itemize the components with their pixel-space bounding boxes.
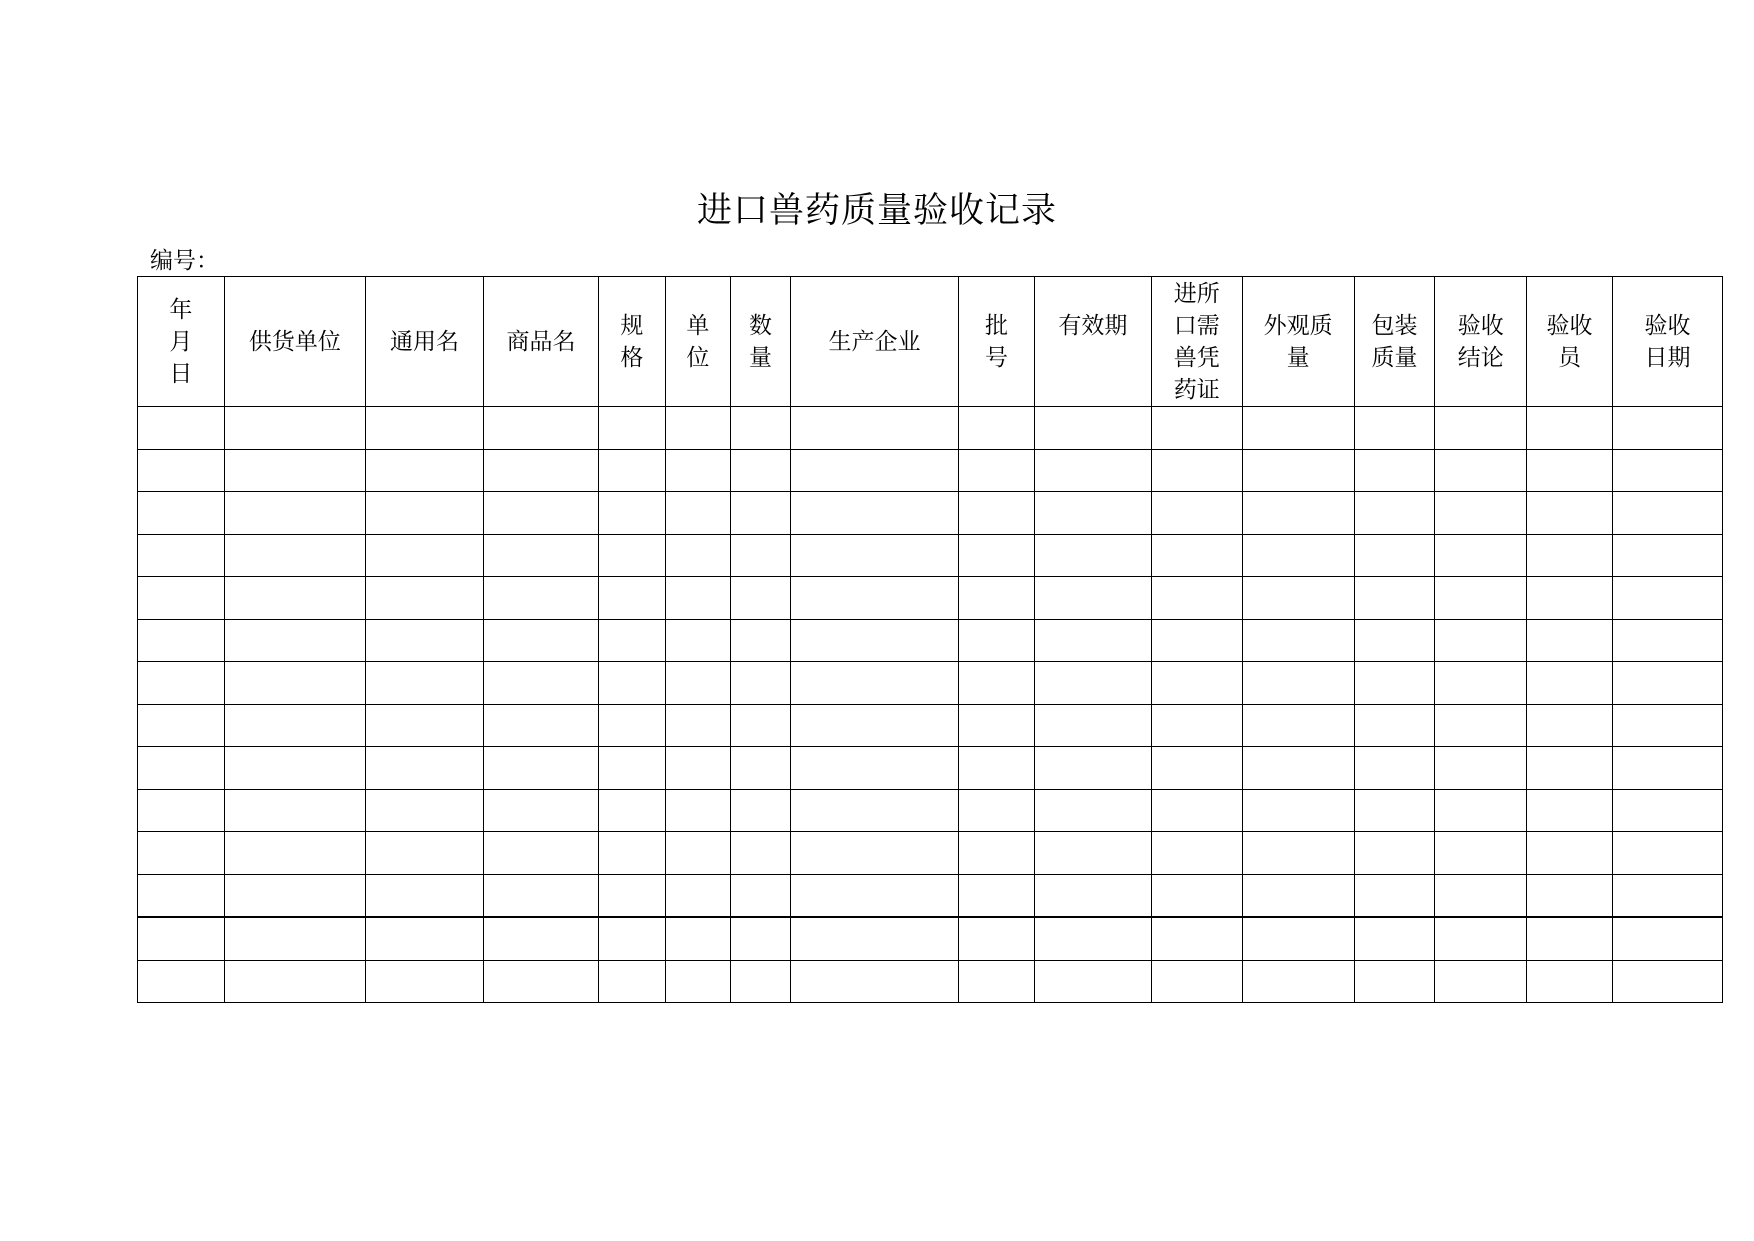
header-specification: 规 格 [599,277,666,407]
table-cell[interactable] [731,874,791,917]
table-cell[interactable] [366,789,484,832]
table-cell[interactable] [1034,789,1151,832]
table-cell[interactable] [1435,619,1527,662]
document-title: 进口兽药质量验收记录 [696,191,1057,231]
table-cell[interactable] [138,789,225,832]
table-cell[interactable] [1354,662,1435,705]
table-cell[interactable] [790,619,958,662]
table-cell[interactable] [790,874,958,917]
inspection-record-table [137,276,1723,1003]
header-batch-number: 批 号 [959,277,1035,407]
table-cell[interactable] [790,704,958,747]
table-cell[interactable] [1527,747,1613,790]
table-row [138,662,1723,705]
header-expiry: 有效期 [1034,277,1151,407]
table-cell[interactable] [484,960,599,1003]
table-cell[interactable] [484,874,599,917]
table-cell[interactable] [959,534,1035,577]
table-cell[interactable] [665,832,731,875]
table-cell[interactable] [665,960,731,1003]
table-cell[interactable] [1527,917,1613,960]
table-cell[interactable] [1612,789,1722,832]
table-cell[interactable] [1151,534,1242,577]
table-cell[interactable] [1612,492,1722,535]
table-cell[interactable] [731,407,791,450]
table-cell[interactable] [599,917,666,960]
table-cell[interactable] [1354,619,1435,662]
table-cell[interactable] [484,407,599,450]
table-cell[interactable] [138,917,225,960]
table-cell[interactable] [1354,874,1435,917]
table-cell[interactable] [1151,407,1242,450]
table-cell[interactable] [1612,917,1722,960]
table-cell[interactable] [1435,534,1527,577]
table-cell[interactable] [138,662,225,705]
table-cell[interactable] [665,492,731,535]
table-cell[interactable] [1242,917,1354,960]
table-cell[interactable] [731,492,791,535]
table-cell[interactable] [484,789,599,832]
table-cell[interactable] [1034,534,1151,577]
table-cell[interactable] [959,789,1035,832]
table-cell[interactable] [1034,577,1151,620]
table-cell[interactable] [224,874,365,917]
header-packaging-quality: 包装 质量 [1354,277,1435,407]
table-cell[interactable] [790,662,958,705]
table-cell[interactable] [959,874,1035,917]
table-cell[interactable] [1612,534,1722,577]
table-cell[interactable] [224,534,365,577]
table-cell[interactable] [665,917,731,960]
table-cell[interactable] [484,492,599,535]
table-cell[interactable] [1354,577,1435,620]
table-cell[interactable] [790,492,958,535]
table-cell[interactable] [959,662,1035,705]
table-cell[interactable] [1435,960,1527,1003]
table-cell[interactable] [1034,619,1151,662]
table-cell[interactable] [484,832,599,875]
table-cell[interactable] [1354,789,1435,832]
table-cell[interactable] [484,704,599,747]
table-cell[interactable] [366,662,484,705]
table-cell[interactable] [665,704,731,747]
table-cell[interactable] [224,704,365,747]
table-row [138,874,1723,917]
table-cell[interactable] [138,747,225,790]
table-cell[interactable] [959,960,1035,1003]
table-cell[interactable] [665,534,731,577]
table-cell[interactable] [959,492,1035,535]
table-cell[interactable] [484,747,599,790]
table-row [138,449,1723,492]
table-cell[interactable] [1242,832,1354,875]
table-cell[interactable] [599,960,666,1003]
table-cell[interactable] [1612,449,1722,492]
header-manufacturer: 生产企业 [790,277,958,407]
table-cell[interactable] [599,832,666,875]
table-cell[interactable] [665,407,731,450]
table-cell[interactable] [1034,492,1151,535]
table-cell[interactable] [790,917,958,960]
table-cell[interactable] [790,747,958,790]
table-row [138,619,1723,662]
table-row [138,534,1723,577]
table-cell[interactable] [1612,662,1722,705]
header-quantity: 数 量 [731,277,791,407]
table-cell[interactable] [366,449,484,492]
table-cell[interactable] [1242,747,1354,790]
table-row [138,917,1723,960]
table-cell[interactable] [790,789,958,832]
table-cell[interactable] [1527,960,1613,1003]
table-cell[interactable] [484,534,599,577]
header-inspection-conclusion: 验收 结论 [1435,277,1527,407]
table-cell[interactable] [224,662,365,705]
table-cell[interactable] [959,619,1035,662]
table-cell[interactable] [1435,492,1527,535]
table-cell[interactable] [731,917,791,960]
table-cell[interactable] [1527,704,1613,747]
table-row [138,407,1723,450]
table-cell[interactable] [1435,747,1527,790]
table-cell[interactable] [138,577,225,620]
table-cell[interactable] [1354,704,1435,747]
table-cell[interactable] [1435,917,1527,960]
table-cell[interactable] [1354,534,1435,577]
table-cell[interactable] [138,704,225,747]
table-cell[interactable] [1151,789,1242,832]
table-cell[interactable] [1242,874,1354,917]
table-cell[interactable] [599,407,666,450]
table-cell[interactable] [599,534,666,577]
table-cell[interactable] [224,747,365,790]
table-cell[interactable] [484,662,599,705]
table-cell[interactable] [1151,577,1242,620]
table-cell[interactable] [1435,832,1527,875]
table-cell[interactable] [1527,577,1613,620]
table-cell[interactable] [599,874,666,917]
header-inspector: 验收 员 [1527,277,1613,407]
table-cell[interactable] [599,577,666,620]
table-cell[interactable] [731,662,791,705]
table-cell[interactable] [790,577,958,620]
table-cell[interactable] [1151,449,1242,492]
table-cell[interactable] [138,960,225,1003]
table-cell[interactable] [138,832,225,875]
table-cell[interactable] [1151,917,1242,960]
table-cell[interactable] [790,832,958,875]
table-cell[interactable] [224,960,365,1003]
table-cell[interactable] [731,577,791,620]
table-cell[interactable] [1435,577,1527,620]
table-cell[interactable] [1151,960,1242,1003]
table-cell[interactable] [1242,619,1354,662]
table-cell[interactable] [665,662,731,705]
table-cell[interactable] [1034,874,1151,917]
table-cell[interactable] [138,534,225,577]
table-cell[interactable] [1151,662,1242,705]
table-cell[interactable] [138,619,225,662]
table-cell[interactable] [224,407,365,450]
table-cell[interactable] [366,619,484,662]
table-cell[interactable] [366,832,484,875]
table-cell[interactable] [484,619,599,662]
header-unit: 单 位 [665,277,731,407]
table-cell[interactable] [1354,917,1435,960]
header-inspection-date: 验收 日期 [1612,277,1722,407]
table-cell[interactable] [1435,407,1527,450]
header-generic-name: 通用名 [366,277,484,407]
table-cell[interactable] [790,407,958,450]
table-cell[interactable] [1354,407,1435,450]
table-cell[interactable] [731,960,791,1003]
header-trade-name: 商品名 [484,277,599,407]
table-cell[interactable] [665,789,731,832]
table-cell[interactable] [1034,832,1151,875]
table-cell[interactable] [366,492,484,535]
table-cell[interactable] [138,449,225,492]
table-cell[interactable] [1612,577,1722,620]
table-cell[interactable] [731,789,791,832]
table-cell[interactable] [366,917,484,960]
table-row [138,789,1723,832]
table-cell[interactable] [224,492,365,535]
table-cell[interactable] [484,917,599,960]
table-cell[interactable] [959,449,1035,492]
table-cell[interactable] [731,619,791,662]
table-cell[interactable] [1242,789,1354,832]
table-cell[interactable] [665,747,731,790]
table-cell[interactable] [1527,662,1613,705]
table-cell[interactable] [1242,449,1354,492]
header-import-certificate: 进所 口需 兽凭 药证 [1151,277,1242,407]
table-cell[interactable] [1034,704,1151,747]
table-cell[interactable] [224,449,365,492]
table-cell[interactable] [665,619,731,662]
table-cell[interactable] [731,747,791,790]
table-cell[interactable] [959,917,1035,960]
table-cell[interactable] [1612,704,1722,747]
table-cell[interactable] [1527,789,1613,832]
table-cell[interactable] [1151,704,1242,747]
table-cell[interactable] [1242,407,1354,450]
table-cell[interactable] [1151,747,1242,790]
table-cell[interactable] [1034,407,1151,450]
table-cell[interactable] [790,534,958,577]
table-cell[interactable] [599,747,666,790]
table-cell[interactable] [1151,619,1242,662]
table-cell[interactable] [366,407,484,450]
table-cell[interactable] [790,960,958,1003]
table-row [138,960,1723,1003]
table-cell[interactable] [1242,704,1354,747]
table-cell[interactable] [599,789,666,832]
table-cell[interactable] [138,874,225,917]
table-cell[interactable] [366,747,484,790]
table-cell[interactable] [1034,960,1151,1003]
table-cell[interactable] [484,577,599,620]
table-cell[interactable] [959,407,1035,450]
table-cell[interactable] [599,449,666,492]
table-cell[interactable] [1612,619,1722,662]
table-cell[interactable] [1527,832,1613,875]
table-cell[interactable] [790,449,958,492]
table-cell[interactable] [1242,662,1354,705]
table-cell[interactable] [665,577,731,620]
table-cell[interactable] [959,704,1035,747]
table-row [138,492,1723,535]
table-cell[interactable] [366,874,484,917]
table-cell[interactable] [1034,662,1151,705]
table-cell[interactable] [1151,832,1242,875]
table-cell[interactable] [484,449,599,492]
table-cell[interactable] [1151,874,1242,917]
table-row [138,577,1723,620]
table-cell[interactable] [1435,449,1527,492]
table-cell[interactable] [224,619,365,662]
table-cell[interactable] [1242,492,1354,535]
table-cell[interactable] [665,874,731,917]
header-supplier: 供货单位 [224,277,365,407]
table-cell[interactable] [1527,449,1613,492]
table-cell[interactable] [1612,832,1722,875]
table-cell[interactable] [1435,662,1527,705]
table-cell[interactable] [1354,492,1435,535]
table-cell[interactable] [731,449,791,492]
table-row [138,832,1723,875]
table-cell[interactable] [1527,619,1613,662]
table-cell[interactable] [959,577,1035,620]
header-date: 年 月 日 [138,277,225,407]
table-cell[interactable] [138,492,225,535]
table-row [138,747,1723,790]
table-cell[interactable] [1527,492,1613,535]
table-cell[interactable] [1435,789,1527,832]
table-cell[interactable] [1034,747,1151,790]
header-appearance-quality: 外观质 量 [1242,277,1354,407]
table-cell[interactable] [731,704,791,747]
table-cell[interactable] [366,577,484,620]
table-row [138,704,1723,747]
table-cell[interactable] [224,832,365,875]
table-cell[interactable] [1354,747,1435,790]
table-cell[interactable] [599,492,666,535]
table-cell[interactable] [665,449,731,492]
table-cell[interactable] [959,832,1035,875]
table-cell[interactable] [1354,449,1435,492]
table-cell[interactable] [599,662,666,705]
record-number-label: 编号： [150,248,219,274]
table-cell[interactable] [1527,407,1613,450]
table-cell[interactable] [599,704,666,747]
table-header-row [138,277,1723,407]
table-cell[interactable] [1034,917,1151,960]
table-cell[interactable] [224,917,365,960]
table-cell[interactable] [1612,747,1722,790]
table-cell[interactable] [1527,534,1613,577]
table-cell[interactable] [1435,704,1527,747]
table-cell[interactable] [1354,832,1435,875]
table-cell[interactable] [1612,874,1722,917]
table-cell[interactable] [366,960,484,1003]
table-cell[interactable] [1242,960,1354,1003]
table-cell[interactable] [1612,960,1722,1003]
table-cell[interactable] [1242,534,1354,577]
table-cell[interactable] [138,407,225,450]
table-body [138,407,1723,1003]
table-cell[interactable] [1242,577,1354,620]
table-cell[interactable] [731,534,791,577]
table-cell[interactable] [1612,407,1722,450]
table-cell[interactable] [224,577,365,620]
table-cell[interactable] [1435,874,1527,917]
table-cell[interactable] [366,534,484,577]
table-cell[interactable] [1527,874,1613,917]
table-cell[interactable] [1151,492,1242,535]
table-cell[interactable] [599,619,666,662]
table-cell[interactable] [731,832,791,875]
table-cell[interactable] [366,704,484,747]
table-cell[interactable] [224,789,365,832]
table-cell[interactable] [1354,960,1435,1003]
table-cell[interactable] [959,747,1035,790]
table-cell[interactable] [1034,449,1151,492]
